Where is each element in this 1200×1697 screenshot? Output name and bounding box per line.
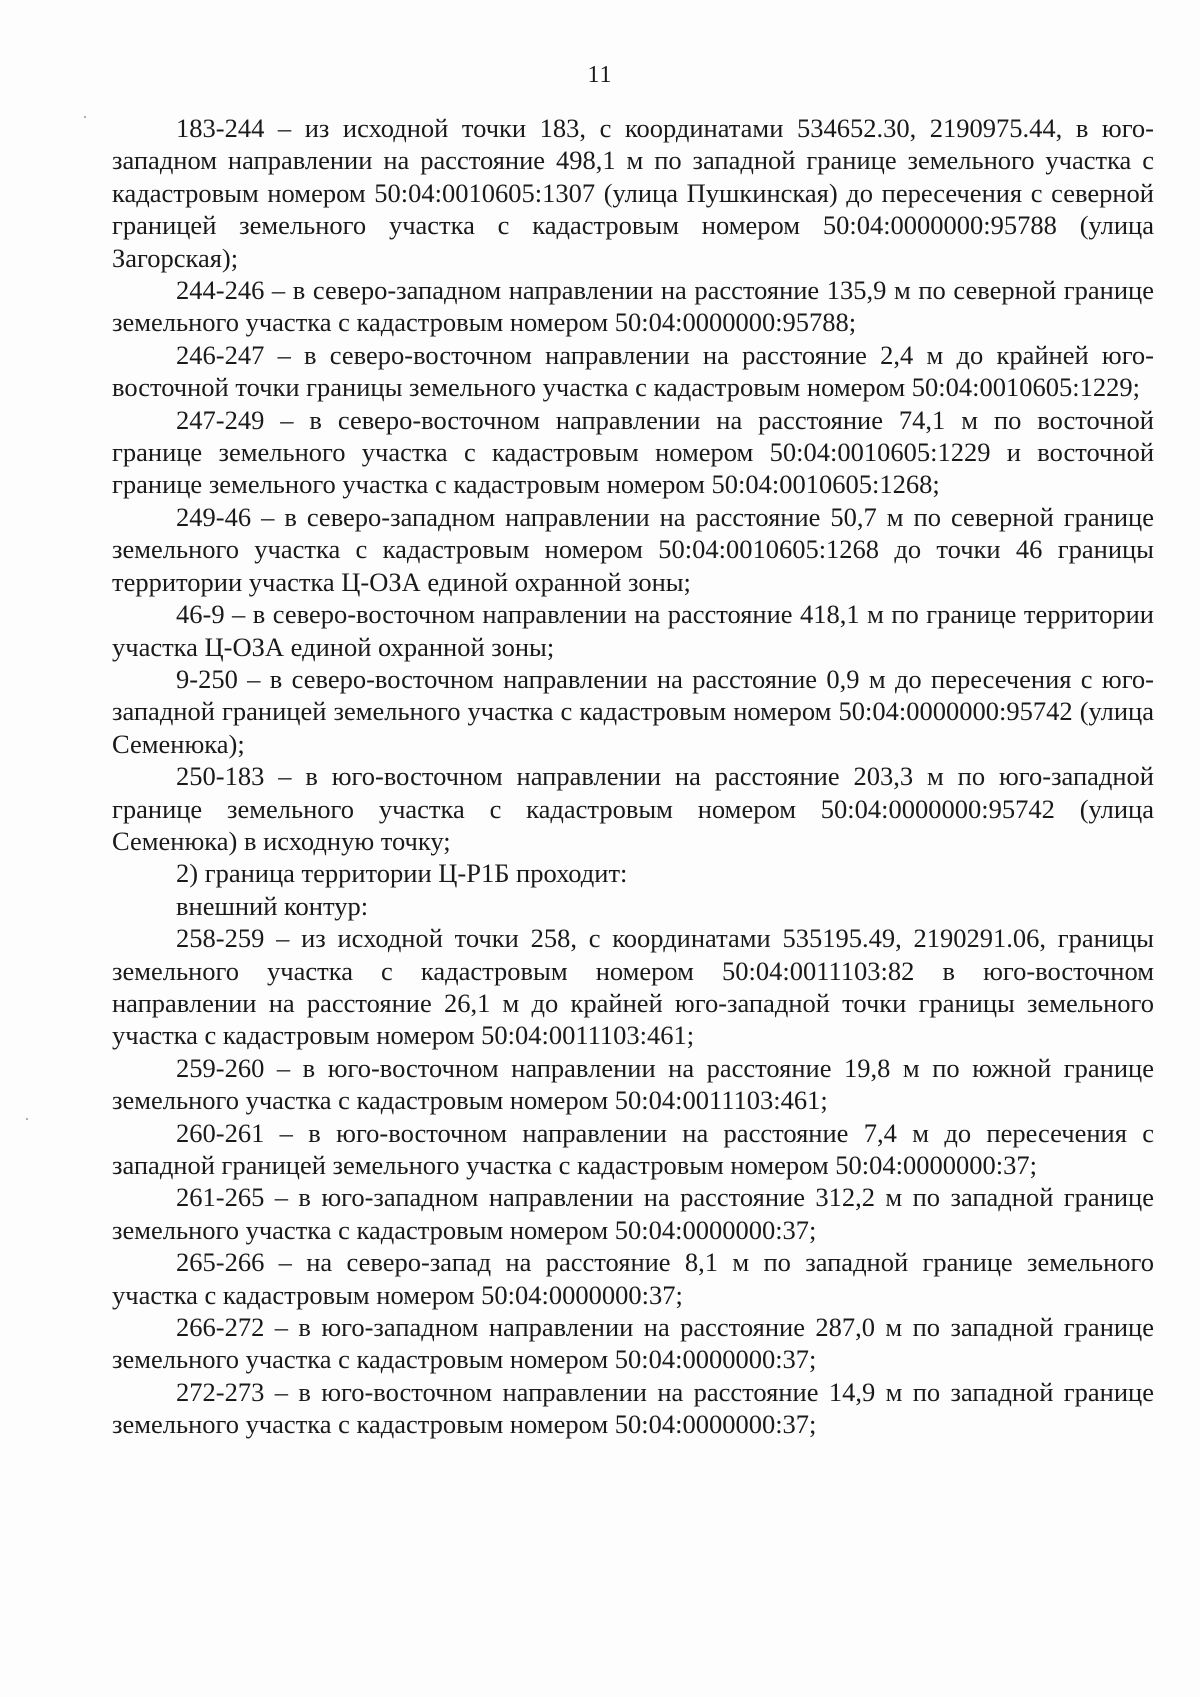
paragraph: 46-9 – в северо-восточном направлении на расстояние 418,1 м по границе территории участка Ц-ОЗА единой охранной зоны;: [112, 599, 1154, 662]
section-heading: 2) граница территории Ц-Р1Б проходит:: [176, 858, 628, 889]
paragraph: 259-260 – в юго-восточном направлении на расстояние 19,8 м по южной границе земельного участка с кадастровым номером 50:04:0011103:461;: [112, 1052, 1154, 1116]
paragraph: 265-266 – на северо-запад на расстояние 8,1 м по западной границе земельного участка с кадастровым номером 50:04:0000000:37;: [112, 1247, 1154, 1310]
paragraph: 261-265 – в юго-западном направлении на расстояние 312,2 м по западной границе земельного участка с кадастровым номером 50:04:0000000:37;: [112, 1182, 1154, 1245]
scan-speck: [26, 1118, 28, 1120]
paragraph: 260-261 – в юго-восточном направлении на расстояние 7,4 м до пересечения с западной границей земельного участка с кадастровым номером 50:04:0000000:37;: [112, 1117, 1154, 1180]
paragraph: 247-249 – в северо-восточном направлении на расстояние 74,1 м по восточной границе земельного участка с кадастровым номером 50:04:0010605:1229 и восточной границе земельного участка с кадастровым номером 50:04:0010605:1268;: [112, 404, 1154, 500]
paragraph: 183-244 – из исходной точки 183, с координатами 534652.30, 2190975.44, в юго-западном направлении на расстояние 498,1 м по западной границе земельного участка с кадастровым номером 50:04:0010605:1307 (улица Пушкинская) до пересечения с северной границей земельного участка с кадастровым номером 50:04:0000000:95788 (улица Загорская);: [112, 113, 1154, 273]
subsection-heading: внешний контур:: [176, 890, 369, 921]
paragraph: 250-183 – в юго-восточном направлении на расстояние 203,3 м по юго-западной границе земельного участка с кадастровым номером 50:04:0000000:95742 (улица Семенюка) в исходную точку;: [112, 761, 1154, 856]
paragraph: 249-46 – в северо-западном направлении на расстояние 50,7 м по северной границе земельного участка с кадастровым номером 50:04:0010605:1268 до точки 46 границы территории участка Ц-ОЗА единой охранной зоны;: [112, 501, 1154, 597]
document-body: [112, 112, 1154, 1441]
paragraph: 246-247 – в северо-восточном направлении на расстояние 2,4 м до крайней юго-восточной точки границы земельного участка с кадастровым номером 50:04:0010605:1229;: [112, 339, 1154, 403]
paragraph: 244-246 – в северо-западном направлении на расстояние 135,9 м по северной границе земельного участка с кадастровым номером 50:04:0000000:95788;: [112, 275, 1154, 338]
paragraph: 266-272 – в юго-западном направлении на расстояние 287,0 м по западной границе земельного участка с кадастровым номером 50:04:0000000:37;: [112, 1312, 1154, 1375]
paragraph: 272-273 – в юго-восточном направлении на расстояние 14,9 м по западной границе земельного участка с кадастровым номером 50:04:0000000:37;: [112, 1376, 1154, 1440]
page-number: 11: [587, 62, 613, 88]
paragraph: 258-259 – из исходной точки 258, с координатами 535195.49, 2190291.06, границы земельного участка с кадастровым номером 50:04:0011103:82 в юго-восточном направлении на расстояние 26,1 м до крайней юго-западной точки границы земельного участка с кадастровым номером 50:04:0011103:461;: [112, 923, 1154, 1051]
scan-speck: [84, 116, 86, 118]
paragraph: 9-250 – в северо-восточном направлении на расстояние 0,9 м до пересечения с юго-западной границей земельного участка с кадастровым номером 50:04:0000000:95742 (улица Семенюка);: [112, 663, 1154, 759]
